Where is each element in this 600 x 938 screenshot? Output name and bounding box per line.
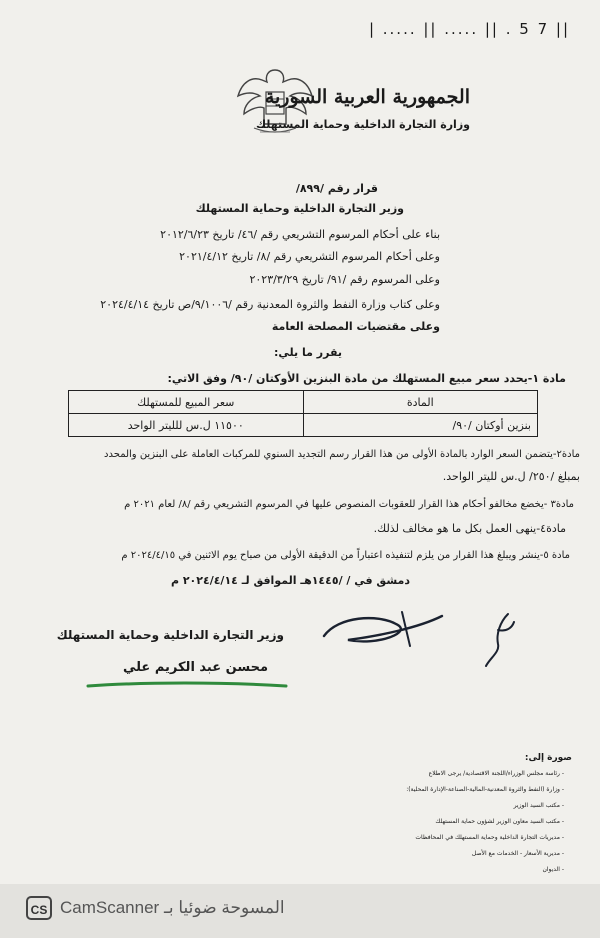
copies-item: - مكتب السيد الوزير bbox=[513, 802, 564, 809]
article-5: مادة ٥-ينشر ويبلغ هذا القرار من يلزم لتنفيذه اعتباراً من الدقيقة الأولى من صباح يوم الاثنين في ٢٠٢٤/٤/١٥ م bbox=[121, 550, 570, 561]
table-cell: ١١٥٠٠ ل.س للليتر الواحد bbox=[69, 414, 304, 437]
decision-number: قرار رقم /٨٩٩/ bbox=[295, 182, 378, 195]
article-1: مادة ١-يحدد سعر مبيع المستهلك من مادة البنزين الأوكتان /٩٠/ وفق الاتي: bbox=[167, 372, 566, 385]
camscanner-text: CamScanner المسوحة ضوئيا بـ bbox=[60, 898, 285, 917]
copies-item: - الديوان bbox=[542, 866, 564, 873]
preamble-line: وعلى المرسوم رقم /٩١/ تاريخ ٢٠٢٣/٣/٢٩ bbox=[249, 273, 440, 286]
price-table bbox=[68, 390, 538, 437]
handwritten-signature-icon bbox=[318, 606, 448, 656]
signatory-title: وزير التجارة الداخلية وحماية المستهلك bbox=[56, 628, 284, 642]
reference-number: | ..... || ..... || . 5 7 || bbox=[368, 20, 570, 38]
copies-item: - مديرية الأسعار - الخدمات مع الأصل bbox=[471, 850, 564, 857]
copies-item: - مديريات التجارة الداخلية وحماية المستهلك في المحافظات bbox=[415, 834, 564, 841]
preamble-line: وعلى أحكام المرسوم التشريعي رقم /٨/ تاريخ ٢٠٢١/٤/١٢ bbox=[179, 250, 440, 263]
ministry-title: وزارة التجارة الداخلية وحماية المستهلك bbox=[256, 118, 470, 131]
decides-heading: يقرر ما يلي: bbox=[274, 346, 342, 359]
article-3: مادة٣ -يخضع مخالفو أحكام هذا القرار للعقوبات المنصوص عليها في المرسوم التشريعي رقم /٨/ لعام ٢٠٢١ م bbox=[124, 499, 574, 510]
article-2-line-1: مادة٢-يتضمن السعر الوارد بالمادة الأولى من هذا القرار رسم التجديد السنوي للمركبات العاملة على البنزين والمحدد bbox=[104, 449, 580, 460]
table-row bbox=[69, 414, 538, 437]
article-2-line-2: بمبلغ /٢٥٠/ ل.س لليتر الواحد. bbox=[442, 470, 580, 483]
article-4: مادة٤-ينهى العمل بكل ما هو مخالف لذلك. bbox=[373, 522, 566, 535]
table-header-cell: المادة bbox=[303, 391, 538, 414]
copies-item: - رئاسة مجلس الوزراء/اللجنة الاقتصادية/ يرجى الاطلاع bbox=[428, 770, 564, 777]
country-title: الجمهورية العربية السورية bbox=[264, 86, 470, 108]
date-line: دمشق في / /١٤٤٥هـ الموافق لـ ٢٠٢٤/٤/١٤ م bbox=[170, 574, 410, 587]
table-header-row bbox=[69, 391, 538, 414]
camscanner-logo-icon: CS bbox=[26, 896, 52, 920]
green-underline-icon bbox=[84, 678, 290, 692]
copies-heading: صورة إلى: bbox=[524, 753, 572, 763]
initials-signature-icon bbox=[478, 610, 522, 670]
camscanner-footer bbox=[0, 884, 600, 938]
preamble-line: بناء على أحكام المرسوم التشريعي رقم /٤٦/ تاريخ ٢٠١٢/٦/٢٣ bbox=[160, 228, 440, 241]
preamble-line: وعلى كتاب وزارة النفط والثروة المعدنية رقم /٩/١٠٠٦/ص تاريخ ٢٠٢٤/٤/١٤ bbox=[100, 298, 440, 311]
table-cell: بنزين أوكتان /٩٠/ bbox=[303, 414, 538, 437]
signatory-name: محسن عبد الكريم علي bbox=[122, 660, 268, 675]
preamble-line: وعلى مقتضيات المصلحة العامة bbox=[271, 320, 440, 333]
copies-item: - وزارة (النفط والثروة المعدنية-المالية-الصناعة-الإدارة المحلية): bbox=[406, 786, 564, 793]
copies-item: - مكتب السيد معاون الوزير لشؤون حماية المستهلك bbox=[435, 818, 564, 825]
decision-issuer: وزير التجارة الداخلية وحماية المستهلك bbox=[195, 202, 404, 215]
table-header-cell: سعر المبيع للمستهلك bbox=[69, 391, 304, 414]
